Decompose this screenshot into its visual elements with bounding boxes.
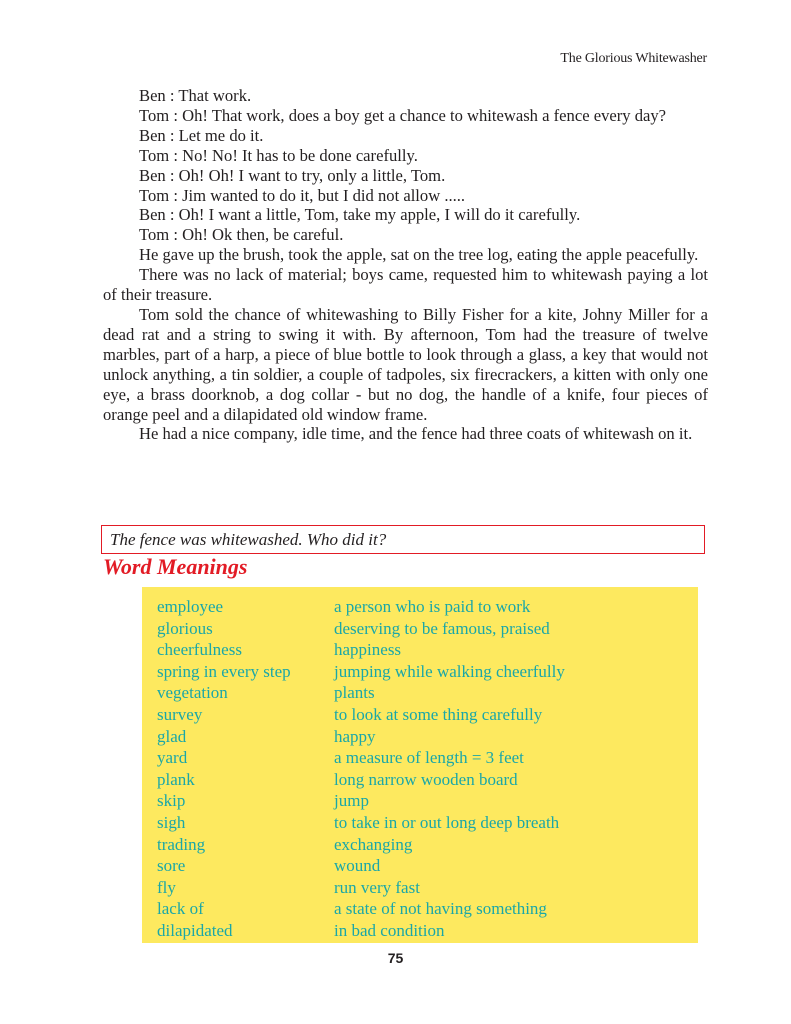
- glossary-meaning: jumping while walking cheerfully: [334, 661, 565, 681]
- word-meanings-box: [142, 587, 698, 943]
- glossary-meaning: a measure of length = 3 feet: [334, 748, 524, 768]
- glossary-row: [142, 920, 698, 942]
- glossary-term: cheerfulness: [157, 640, 242, 660]
- dialogue-line: Ben : Oh! I want a little, Tom, take my apple, I will do it carefully.: [139, 205, 581, 225]
- glossary-row: [142, 877, 698, 899]
- glossary-term: employee: [157, 597, 224, 616]
- glossary-row: [142, 790, 698, 812]
- glossary-term: glad: [157, 726, 187, 746]
- glossary-meaning: jump: [334, 791, 369, 811]
- story-paragraph: He gave up the brush, took the apple, sat on the tree log, eating the apple peacefully.: [139, 245, 699, 265]
- dialogue-line: Tom : No! No! It has to be done carefully.: [139, 145, 418, 165]
- glossary-row: [142, 855, 698, 877]
- dialogue-line: Ben : Oh! Oh! I want to try, only a little, Tom.: [139, 165, 446, 185]
- glossary-term: yard: [157, 748, 188, 768]
- glossary-row: [142, 747, 698, 769]
- glossary-term: plank: [157, 769, 195, 789]
- story-paragraph: There was no lack of material; boys came, requested him to whitewash paying a lot of their treasure.: [103, 265, 708, 305]
- glossary-meaning: exchanging: [334, 834, 413, 854]
- dialogue-line: Ben : Let me do it.: [139, 125, 264, 145]
- glossary-row: [142, 618, 698, 640]
- glossary-row: [142, 726, 698, 748]
- question-box: The fence was whitewashed. Who did it?: [101, 525, 705, 554]
- glossary-row: [142, 812, 698, 834]
- glossary-term: vegetation: [157, 683, 228, 703]
- glossary-meaning: plants: [334, 683, 375, 703]
- glossary-row: [142, 898, 698, 920]
- glossary-row: [142, 704, 698, 726]
- glossary-row: [142, 596, 698, 618]
- glossary-term: sore: [157, 856, 186, 876]
- glossary-meaning: wound: [334, 856, 381, 876]
- word-meanings-list: [142, 596, 698, 942]
- word-meanings-heading: Word Meanings: [103, 554, 248, 579]
- glossary-meaning: in bad condition: [334, 920, 445, 940]
- glossary-row: [142, 661, 698, 683]
- glossary-row: [142, 769, 698, 791]
- dialogue-line: Ben : That work.: [139, 86, 252, 105]
- glossary-term: skip: [157, 791, 186, 811]
- page-number: 75: [387, 950, 404, 966]
- glossary-meaning: happiness: [334, 640, 402, 660]
- glossary-term: glorious: [157, 618, 213, 638]
- glossary-meaning: a person who is paid to work: [334, 597, 531, 616]
- glossary-term: sigh: [157, 812, 186, 832]
- glossary-meaning: run very fast: [334, 877, 420, 897]
- glossary-term: spring in every step: [157, 661, 291, 681]
- running-head: The Glorious Whitewasher: [560, 51, 707, 66]
- glossary-term: lack of: [157, 899, 204, 919]
- glossary-meaning: deserving to be famous, praised: [334, 618, 550, 638]
- dialogue-line: Tom : Oh! Ok then, be careful.: [139, 225, 344, 245]
- glossary-term: dilapidated: [157, 920, 233, 940]
- glossary-meaning: a state of not having something: [334, 899, 547, 919]
- glossary-term: trading: [157, 834, 206, 854]
- glossary-row: [142, 682, 698, 704]
- glossary-meaning: long narrow wooden board: [334, 769, 518, 789]
- glossary-meaning: to look at some thing carefully: [334, 704, 543, 724]
- story-text: [103, 86, 708, 444]
- glossary-row: [142, 639, 698, 661]
- story-paragraph: Tom sold the chance of whitewashing to Billy Fisher for a kite, Johny Miller for a dead rat and a string to swing it with. By afternoon, Tom had the treasure of twelve marbles, part of a harp, a piece of blue bottle to look through a glass, a key that would not unlock anything, a tin soldier, a couple of tadpoles, six firecrackers, a kitten with only one eye, a brass doorknob, a dog collar - but no dog, the handle of a knife, four pieces of orange peel and a dilapidated old window frame.: [103, 304, 708, 424]
- glossary-row: [142, 834, 698, 856]
- dialogue-line: Tom : Jim wanted to do it, but I did not allow .....: [139, 185, 466, 205]
- story-paragraph: He had a nice company, idle time, and the fence had three coats of whitewash on it.: [139, 424, 693, 444]
- glossary-term: fly: [157, 877, 176, 897]
- glossary-term: survey: [157, 704, 203, 724]
- glossary-meaning: to take in or out long deep breath: [334, 812, 560, 832]
- glossary-meaning: happy: [334, 726, 376, 746]
- dialogue-line: Tom : Oh! That work, does a boy get a chance to whitewash a fence every day?: [139, 105, 667, 125]
